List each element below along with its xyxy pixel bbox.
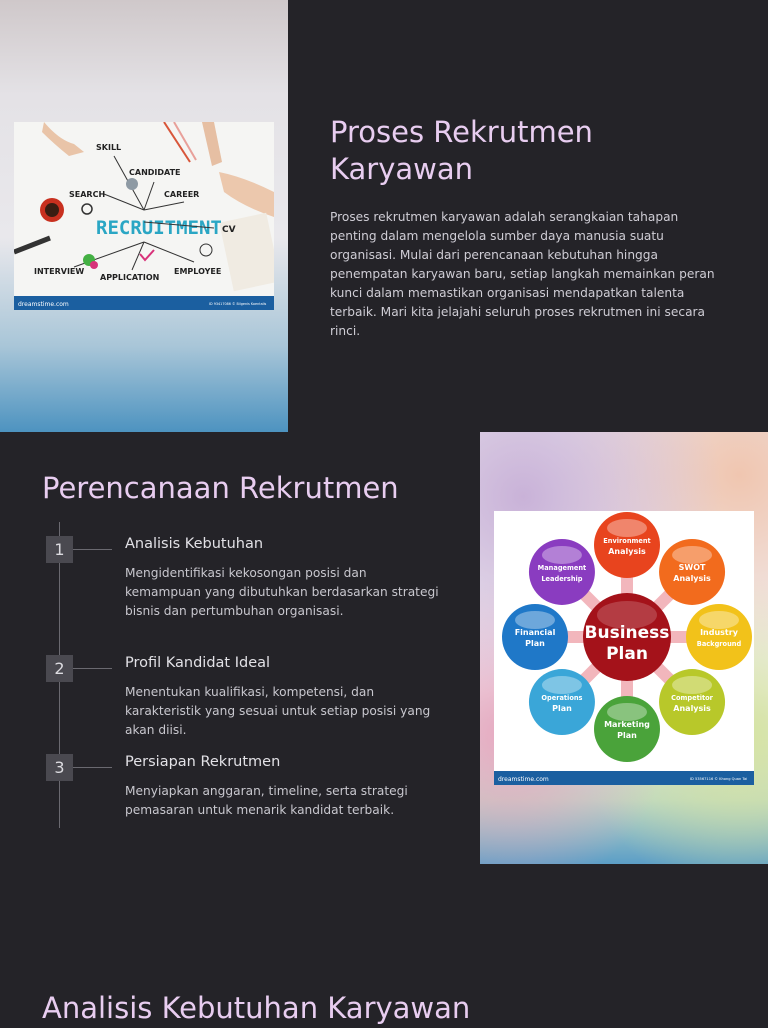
diagram-bubble-label: Analysis	[673, 573, 711, 583]
recruitment-photo	[14, 122, 274, 310]
word-interview: INTERVIEW	[34, 267, 85, 276]
watermark-text: dreamstime.com	[498, 776, 549, 783]
diagram-bubble-label: Environment	[603, 537, 651, 545]
word-skill: SKILL	[96, 143, 122, 152]
word-search: SEARCH	[69, 190, 106, 199]
diagram-bubble-label: Plan	[552, 704, 572, 714]
diagram-bubble-label: Plan	[525, 639, 545, 648]
diagram-bubble-label: Background	[696, 640, 742, 648]
business-plan-photo	[494, 511, 754, 785]
needs-analysis-title: Analisis Kebutuhan Karyawan	[42, 991, 471, 1025]
word-cv: CV	[222, 225, 236, 235]
word-application: APPLICATION	[100, 273, 160, 282]
diagram-bubble-label: Financial	[514, 628, 556, 637]
hero-description: Proses rekrutmen karyawan adalah serangkaian tahapan penting dalam mengelola sumber daya manusia suatu organisasi. Mulai dari perencanaan kebutuhan hingga penempatan karyawan baru, setiap langkah memainkan peran kunci dalam memastikan organisasi mendapatkan talenta terbaik. Mari kita jelajahi seluruh proses rekrutmen ini secara rinci.	[330, 210, 715, 338]
word-recruitment: RECRUITMENT	[96, 217, 222, 239]
recruitment-illustration	[14, 122, 274, 310]
people-icon	[126, 178, 138, 190]
diagram-bubble-label: Analysis	[673, 704, 711, 714]
diagram-bubble-label: SWOT	[678, 562, 706, 572]
center-label-line2: Plan	[606, 644, 648, 664]
diagram-bubble-label: Leadership	[541, 574, 583, 583]
step-number-badge: 1	[46, 536, 73, 563]
word-career: CAREER	[164, 190, 200, 199]
diagram-bubble-label: Industry	[700, 628, 738, 637]
hero-image-panel	[0, 0, 288, 432]
center-label-line1: Business	[584, 623, 670, 643]
step-connector	[73, 549, 112, 550]
step-description: Menentukan kualifikasi, kompetensi, dan karakteristik yang sesuai untuk setiap posisi yang akan diisi.	[125, 685, 431, 737]
credit-text: ID 93417086 © Bilgenis Koentalis	[209, 302, 267, 306]
planning-title: Perencanaan Rekrutmen	[42, 471, 399, 505]
step-connector	[73, 668, 112, 669]
step-title: Profil Kandidat Ideal	[125, 655, 271, 671]
credit-text: ID 53567116 © Khong Quan Tai	[690, 777, 748, 781]
diagram-bubble-label: Analysis	[608, 547, 646, 556]
diagram-bubble-label: Plan	[617, 731, 637, 740]
word-candidate: CANDIDATE	[129, 168, 181, 177]
business-plan-image-panel	[480, 432, 768, 864]
business-plan-diagram	[494, 511, 754, 785]
step-title: Analisis Kebutuhan	[125, 536, 264, 552]
page-title: Proses Rekrutmen Karyawan	[330, 115, 593, 186]
step-number-badge: 3	[46, 754, 73, 781]
watermark-text: dreamstime.com	[18, 301, 69, 308]
diagram-bubble-label: Management	[537, 563, 587, 572]
diagram-bubble-label: Competitor	[671, 694, 713, 703]
diagram-bubble-label: Operations	[541, 694, 583, 703]
step-number-badge: 2	[46, 655, 73, 682]
step-connector	[73, 767, 112, 768]
word-employee: EMPLOYEE	[174, 267, 222, 276]
step-description: Mengidentifikasi kekosongan posisi dan kemampuan yang dibutuhkan berdasarkan strategi bisnis dan pertumbuhan organisasi.	[125, 566, 439, 618]
step-description: Menyiapkan anggaran, timeline, serta strategi pemasaran untuk menarik kandidat terbaik.	[125, 784, 408, 817]
step-title: Persiapan Rekrutmen	[125, 754, 281, 770]
diagram-bubble-label: Marketing	[604, 720, 650, 729]
